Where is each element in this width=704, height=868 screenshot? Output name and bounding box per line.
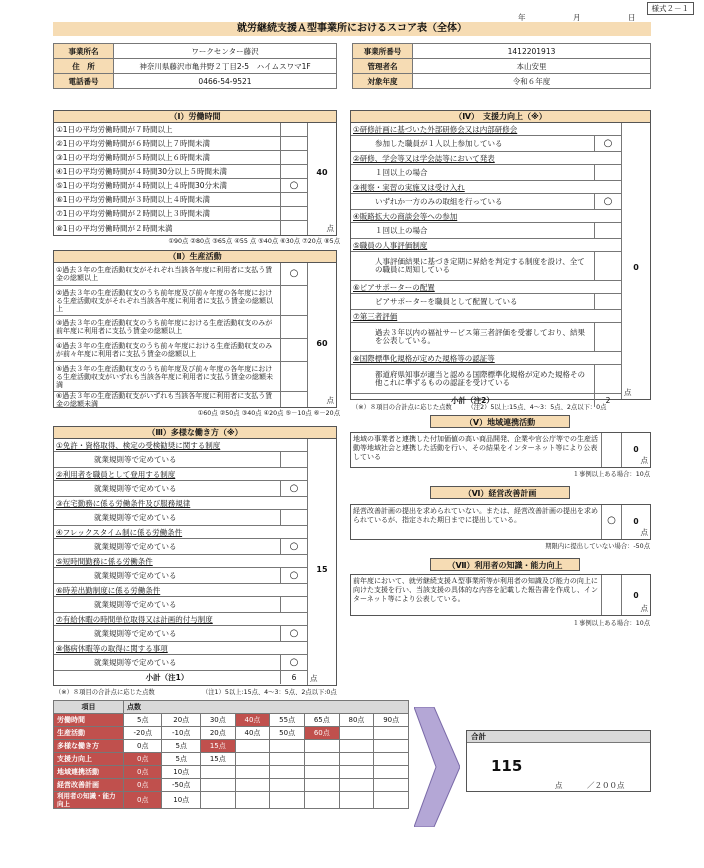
arrow-icon xyxy=(414,707,460,827)
section-knowledge-title: （Ⅶ）利用者の知識・能力向上 xyxy=(430,558,580,571)
option-mark xyxy=(281,207,307,220)
score-table-row: 多様な働き方 0点 5点 15点 xyxy=(54,740,409,753)
item-mark xyxy=(281,597,307,612)
production-option: ①過去３年の生産活動収支がそれぞれ当該各年度に利用者に支払う賃金の総額以上 ○ xyxy=(54,263,307,286)
item-mark: ○ xyxy=(603,195,613,207)
diverse-work-item: ⑧傷病休暇等の取得に関する事項 xyxy=(54,642,307,655)
section-diverse-work: （Ⅲ）多様な働き方（※） ①免許・資格取得、検定の受検勧奨に関する制度 就業規則等で定めている ②利用者を職員として登用する制度 就業規則等で定めている ○ ③在宅勤務に係る労働条件及び服務規律 就業規則等で定めている ④フレックスタイム制に係る労働条件 就業規則等で定めている ○ ⑤短時間勤務に係る労働条件 就業規則等で定めている ○ ⑥時差出勤制度に係る労働条件 就業規則等で定めている ⑦有給休暇の時間単位取得又は計画的付与制度 就業規則等で定めている ○ ⑧傷病休暇等の取得に関する事項 就業規則等で定めている ○ 小計（注1） 6 15 点 xyxy=(53,426,337,686)
option-mark xyxy=(281,221,307,235)
support-skills-item: ⑧国際標準化規格が定めた規格等の認証等 xyxy=(351,352,621,365)
item-mark xyxy=(595,323,621,351)
diverse-work-subtotal: 6 xyxy=(291,673,297,682)
address: 神奈川県藤沢市亀井野２丁目2-5 ハイムスワマ1F xyxy=(114,59,337,74)
diverse-work-item: ⑥時差出勤制度に係る労働条件 xyxy=(54,584,307,597)
management-mark: ○ xyxy=(602,505,622,539)
total-score: 115 xyxy=(491,757,523,775)
support-skills-item: ④販路拡大の商談会等への参加 xyxy=(351,210,621,223)
option-mark: ○ xyxy=(289,180,299,191)
item-mark xyxy=(281,452,307,467)
item-mark: ○ xyxy=(603,137,613,149)
option-mark xyxy=(281,151,307,164)
score-table-row: 経営改善計画 0点 -50点 xyxy=(54,779,409,792)
item-mark: ○ xyxy=(289,657,299,668)
working-hours-option: ⑥1日の平均労働時間が３時間以上４時間未満 xyxy=(54,193,307,207)
section-support-skills: （Ⅳ） 支援力向上（※） ①研修計画に基づいた外部研修会又は内部研修会 参加した職員が１人以上参加している ○ ②研修、学会等又は学会誌等において発表 １回以上の場合 ③視察・実習の実施又は受け入れ いずれか一方のみの取組を行っている ○ ④販路拡大の商談会等への参加 １回以上の場合 ⑤職員の人事評価制度 人事評価結果に基づき定期に昇給を判定する制度を設け、全ての職員に周知している ⑥ピアサポーターの配置 ピアサポーターを職員として配置している ⑦第三者評価 過去３年以内の福祉サービス第三者評価を受審しており、結果を公表している。 ⑧国際標準化規格が定めた規格等の認証等 都道府県知事が適当と認める国際標準化規格が定めた規格その他これに準ずるものの認証を受けている 小計（注2） 2 0 点 xyxy=(350,110,651,400)
item-mark: ○ xyxy=(289,483,299,494)
support-skills-subtotal: 2 xyxy=(605,396,611,405)
working-hours-legend: ①90点 ②80点 ③65点 ④55 点 ⑤40点 ⑥30点 ⑦20点 ⑧5点 xyxy=(168,238,340,245)
phone: 0466-54-9521 xyxy=(114,74,337,89)
score-table-row: 生産活動 -20点 -10点 20点 40点 50点 60点 xyxy=(54,727,409,740)
score-table-row: 労働時間 5点 20点 30点 40点 55点 65点 80点 90点 xyxy=(54,714,409,727)
diverse-work-note: （※）８項目の合計点に応じた点数 （注1）5以上:15点、4～3：5点、2点以下:0点 xyxy=(55,689,337,696)
support-skills-item: ⑤職員の人事評価制度 xyxy=(351,239,621,252)
score-table-row: 支援力向上 0点 5点 15点 xyxy=(54,753,409,766)
production-option: ④過去３年の生産活動収支のうち前々年度における生産活動収支のみが前々年度に利用者に支払う賃金の総額以上 xyxy=(54,339,307,362)
item-mark xyxy=(595,365,621,393)
support-skills-item: ①研修計画に基づいた外部研修会又は内部研修会 xyxy=(351,123,621,136)
item-mark xyxy=(595,294,621,309)
support-skills-item: ⑥ピアサポーターの配置 xyxy=(351,281,621,294)
total-box: 合計 115 点 ／２００点 xyxy=(466,730,651,792)
office-name: ワークセンター藤沢 xyxy=(114,44,337,59)
date-day: 日 xyxy=(628,13,636,22)
section-management-title: （Ⅵ）経営改善計画 xyxy=(430,486,570,499)
total-max: ／２００点 xyxy=(587,781,625,790)
option-mark xyxy=(281,123,307,136)
diverse-work-score: 15 xyxy=(316,565,328,574)
working-hours-score: 40 xyxy=(316,168,328,177)
option-mark xyxy=(281,316,307,338)
production-option: ⑤過去３年の生産活動収支のうち前年度及び前々年度の各年度における生産活動収支がいずれも当該各年度に利用者に支払う賃金の総額未満 xyxy=(54,362,307,392)
item-mark xyxy=(595,252,621,280)
support-skills-score: 0 xyxy=(633,263,639,272)
item-mark: ○ xyxy=(289,628,299,639)
working-hours-option: ⑦1日の平均労働時間が２時間以上３時間未満 xyxy=(54,207,307,221)
support-skills-item: ②研修、学会等又は学会誌等において発表 xyxy=(351,152,621,165)
item-mark: ○ xyxy=(289,541,299,552)
management-score: 0 xyxy=(633,517,639,526)
production-legend: ①60点 ②50点 ③40点 ④20点 ⑤－10点 ⑥－20点 xyxy=(197,410,340,417)
knowledge-score: 0 xyxy=(633,591,639,600)
section-management: 経営改善計画の提出を求められていない。または、経営改善計画の提出を求められているが、指定された期日までに提出している。 ○ 0 点 xyxy=(350,504,651,540)
production-option: ②過去３年の生産活動収支のうち前年度及び前々年度の各年度における生産活動収支がそれぞれ当該各年度に利用者に支払う賃金の総額以上 xyxy=(54,286,307,316)
date-month: 月 xyxy=(573,13,581,22)
option-mark xyxy=(281,193,307,206)
target-year: 令和６年度 xyxy=(413,74,651,89)
diverse-work-item: ③在宅勤務に係る労働条件及び服務規律 xyxy=(54,497,307,510)
manager: 本山安里 xyxy=(413,59,651,74)
section-working-hours: （Ⅰ）労働時間 ①1日の平均労働時間が７時間以上 ②1日の平均労働時間が６時間以上７時間未満 ③1日の平均労働時間が５時間以上６時間未満 ④1日の平均労働時間が４時間30分以上５時間未満 ⑤1日の平均労働時間が４時間以上４時間30分未満 ○ ⑥1日の平均労働時間が３時間以上４時間未満 ⑦1日の平均労働時間が２時間以上３時間未満 ⑧1日の平均労働時間が２時間未満 40 点 xyxy=(53,110,337,236)
working-hours-option: ⑤1日の平均労働時間が４時間以上４時間30分未満 ○ xyxy=(54,179,307,193)
working-hours-option: ②1日の平均労働時間が６時間以上７時間未満 xyxy=(54,137,307,151)
option-mark xyxy=(281,362,307,391)
info-right: 事業所番号 1412201913 管理者名 本山安里 対象年度 令和６年度 xyxy=(352,43,651,89)
option-mark xyxy=(281,165,307,178)
support-skills-item: ③視察・実習の実施又は受け入れ xyxy=(351,181,621,194)
production-option: ③過去３年の生産活動収支のうち前年度における生産活動収支のみが前年度に利用者に支払う賃金の総額以上 xyxy=(54,316,307,339)
diverse-work-item: ①免許・資格取得、検定の受検勧奨に関する制度 xyxy=(54,439,307,452)
management-note: 期限内に提出していない場合：-50点 xyxy=(545,543,650,550)
community-score: 0 xyxy=(633,445,639,454)
section-knowledge: 前年度において、就労継続支援Ａ型事業所等が利用者の知識及び能力の向上に向けた支援を行い、当該支援の具体的な内容を記載した報告書を作成し、インターネット等により公表している。 0 点 xyxy=(350,574,651,616)
score-table-row: 地域連携活動 0点 10点 xyxy=(54,766,409,779)
diverse-work-item: ⑤短時間勤務に係る労働条件 xyxy=(54,555,307,568)
score-table: 項目 点数 労働時間 5点 20点 30点 40点 55点 65点 80点 90点 生産活動 -20点 -10点 20点 40点 50点 60点 多様な働き方 0点 5点 15点 支援力向上 0点 5点 15点 地域連携活動 0点 10点 経営改善計画 0点 -50点 利用者の知識・能力向上 0点 10点 xyxy=(53,700,409,809)
section-community: 地域の事業者と連携した付加価値の高い商品開発、企業や官公庁等での生産活動等地域社会と連携した活動を行い、その結果をインターネット等により公表している 0 点 xyxy=(350,432,651,468)
diverse-work-item: ④フレックスタイム制に係る労働条件 xyxy=(54,526,307,539)
option-mark xyxy=(281,286,307,315)
form-number: 様式２－１ xyxy=(647,2,695,15)
page-title: 就労継続支援Ａ型事業所におけるスコア表（全体） xyxy=(53,22,651,36)
section-production: （Ⅱ）生産活動 ①過去３年の生産活動収支がそれぞれ当該各年度に利用者に支払う賃金の総額以上 ○ ②過去３年の生産活動収支のうち前年度及び前々年度の各年度における生産活動収支がそれぞれ当該各年度に利用者に支払う賃金の総額以上 ③過去３年の生産活動収支のうち前年度における生産活動収支のみが前年度に利用者に支払う賃金の総額以上 ④過去３年の生産活動収支のうち前々年度における生産活動収支のみが前々年度に利用者に支払う賃金の総額以上 ⑤過去３年の生産活動収支のうち前年度及び前々年度の各年度における生産活動収支がいずれも当該各年度に利用者に支払う賃金の総額未満 ⑥過去３年の生産活動収支がいずれも当該各年度に利用者に支払う賃金の総額未満 60 点 xyxy=(53,250,337,408)
knowledge-note: １事例以上ある場合：10点 xyxy=(572,620,650,627)
info-left: 事業所名 ワークセンター藤沢 住 所 神奈川県藤沢市亀井野２丁目2-5 ハイムスワマ1F 電話番号 0466-54-9521 xyxy=(53,43,337,89)
production-option: ⑥過去３年の生産活動収支がいずれも当該各年度に利用者に支払う賃金の総額未満 xyxy=(54,392,307,407)
option-mark xyxy=(281,339,307,361)
working-hours-option: ①1日の平均労働時間が７時間以上 xyxy=(54,123,307,137)
item-mark: ○ xyxy=(289,570,299,581)
community-note: １事例以上ある場合：10点 xyxy=(572,471,650,478)
working-hours-option: ④1日の平均労働時間が４時間30分以上５時間未満 xyxy=(54,165,307,179)
option-mark xyxy=(281,392,307,407)
item-mark xyxy=(595,223,621,238)
production-score: 60 xyxy=(316,339,328,348)
option-mark xyxy=(281,137,307,150)
option-mark: ○ xyxy=(289,268,299,279)
office-number: 1412201913 xyxy=(413,44,651,59)
section-community-title: （Ⅴ）地域連携活動 xyxy=(430,415,570,428)
item-mark xyxy=(281,510,307,525)
score-table-row: 利用者の知識・能力向上 0点 10点 xyxy=(54,792,409,809)
item-mark xyxy=(595,165,621,180)
working-hours-option: ③1日の平均労働時間が５時間以上６時間未満 xyxy=(54,151,307,165)
diverse-work-item: ②利用者を職員として登用する制度 xyxy=(54,468,307,481)
working-hours-option: ⑧1日の平均労働時間が２時間未満 xyxy=(54,221,307,235)
support-skills-item: ⑦第三者評価 xyxy=(351,310,621,323)
date-year: 年 xyxy=(518,13,526,22)
diverse-work-item: ⑦有給休暇の時間単位取得又は計画的付与制度 xyxy=(54,613,307,626)
support-skills-note: （※）８項目の合計点に応じた点数 （注2）5以上:15点、4～3：5点、2点以下：0点 xyxy=(352,404,607,411)
